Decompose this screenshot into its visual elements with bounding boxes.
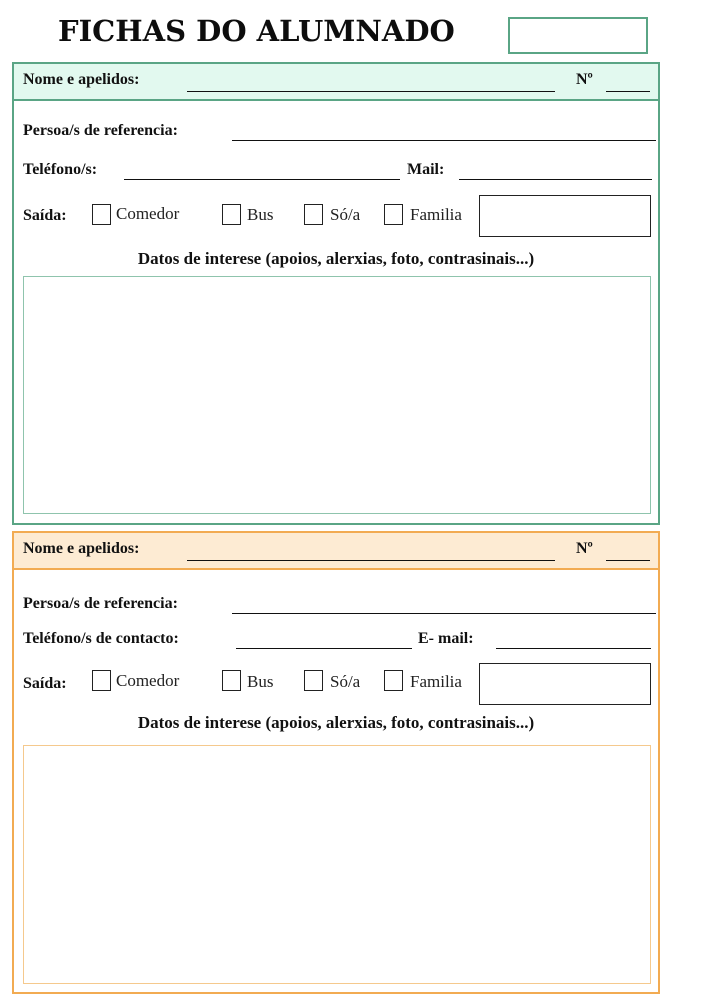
familia-option-label: Familia	[410, 672, 462, 691]
card-header	[14, 64, 658, 101]
mail-label: E- mail:	[418, 630, 474, 647]
comedor-option-label: Comedor	[116, 671, 180, 690]
number-label: Nº	[576, 540, 593, 557]
mail-field[interactable]	[459, 179, 652, 180]
exit-label: Saída:	[23, 207, 67, 224]
name-field[interactable]	[187, 560, 555, 561]
comedor-option-label: Comedor	[116, 204, 180, 223]
phone-field[interactable]	[236, 648, 412, 649]
reference-field[interactable]	[232, 140, 656, 141]
interest-label: Datos de interese (apoios, alerxias, foto, contrasinais...)	[137, 249, 535, 268]
number-field[interactable]	[606, 560, 650, 561]
soa-checkbox[interactable]	[304, 670, 323, 691]
phone-label: Teléfono/s de contacto:	[23, 630, 179, 647]
interest-textarea[interactable]	[23, 745, 651, 984]
bus-checkbox[interactable]	[222, 670, 241, 691]
student-card-2	[12, 531, 660, 994]
familia-checkbox[interactable]	[384, 204, 403, 225]
name-field[interactable]	[187, 91, 555, 92]
bus-option-label: Bus	[247, 205, 274, 224]
soa-checkbox[interactable]	[304, 204, 323, 225]
familia-option-label: Familia	[410, 205, 462, 224]
mail-label: Mail:	[407, 161, 445, 178]
page-title: FICHAS DO ALUMNADO	[58, 14, 455, 48]
bus-checkbox[interactable]	[222, 204, 241, 225]
card-header	[14, 533, 658, 570]
interest-textarea[interactable]	[23, 276, 651, 514]
phone-field[interactable]	[124, 179, 400, 180]
bus-option-label: Bus	[247, 672, 274, 691]
phone-label: Teléfono/s:	[23, 161, 98, 178]
reference-field[interactable]	[232, 613, 656, 614]
number-label: Nº	[576, 71, 593, 88]
comedor-checkbox[interactable]	[92, 670, 111, 691]
familia-checkbox[interactable]	[384, 670, 403, 691]
comedor-checkbox[interactable]	[92, 204, 111, 225]
familia-details-field[interactable]	[479, 663, 651, 705]
name-label: Nome e apelidos:	[23, 71, 140, 88]
mail-field[interactable]	[496, 648, 651, 649]
reference-label: Persoa/s de referencia:	[23, 122, 178, 139]
soa-option-label: Só/a	[330, 672, 361, 691]
reference-label: Persoa/s de referencia:	[23, 595, 178, 612]
interest-label: Datos de interese (apoios, alerxias, foto, contrasinais...)	[137, 713, 535, 732]
title-field[interactable]	[508, 17, 648, 54]
number-field[interactable]	[606, 91, 650, 92]
soa-option-label: Só/a	[330, 205, 361, 224]
familia-details-field[interactable]	[479, 195, 651, 237]
name-label: Nome e apelidos:	[23, 540, 140, 557]
student-card-1	[12, 62, 660, 525]
exit-label: Saída:	[23, 675, 67, 692]
